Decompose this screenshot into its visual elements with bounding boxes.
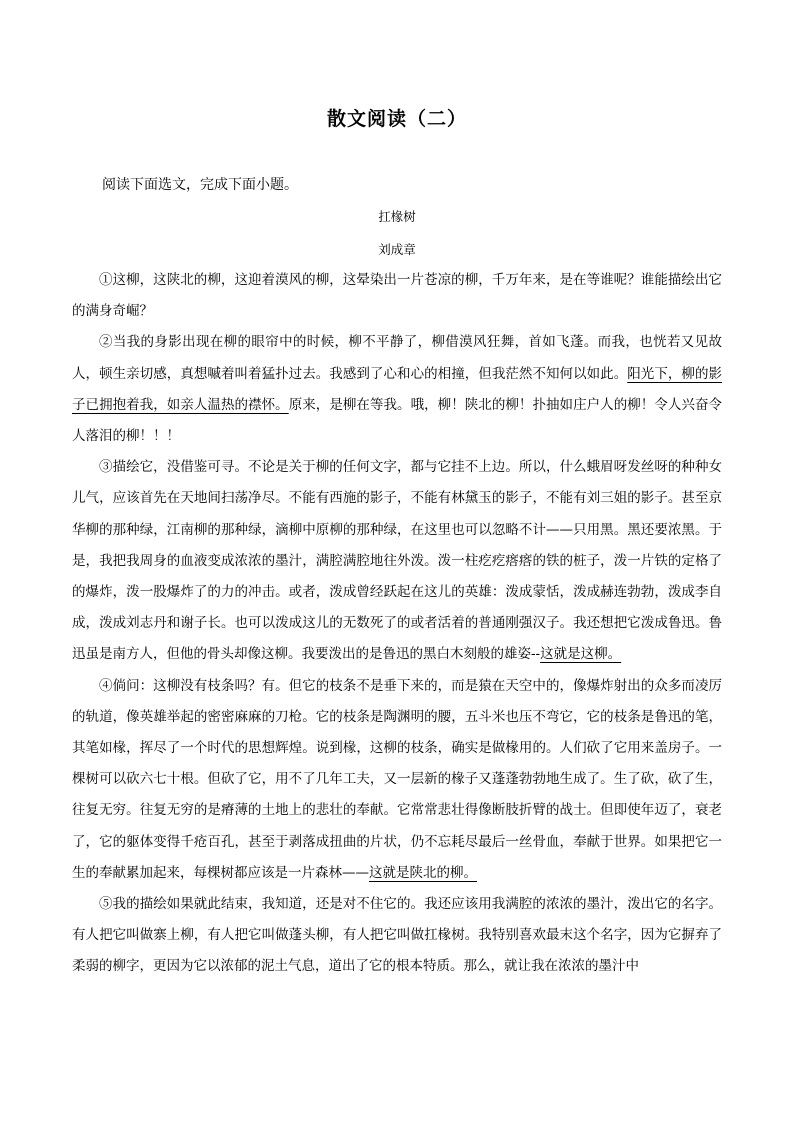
article-paragraph: [72, 265, 722, 327]
underlined-sentence: 这就是这柳。: [540, 646, 622, 663]
paragraph-text: ⑤我的描绘如果就此结束，我知道，还是对不住它的。我还应该用我满腔的浓浓的墨汁，泼出它的名字。有人把它叫做寨上柳，有人把它叫做蓬头柳，有人把它叫做扛椽树。我特别喜欢最末这个名字，因为它摒弃了柔弱的柳字，更因为它以浓郁的泥土气息，道出了它的根本特质。那么，就让我在浓浓的墨汁中: [72, 896, 722, 975]
article-paragraph: [72, 889, 722, 983]
article-paragraph: [72, 671, 722, 889]
underlined-sentence: 这就是陕北的柳。: [369, 864, 477, 881]
underlined-sentence: 阳光下，柳的影子已拥抱着我，如亲人温热的襟怀。: [72, 365, 723, 413]
article-paragraph: [72, 452, 722, 670]
article-paragraph: [72, 327, 722, 452]
paragraph-text: ②当我的身影出现在柳的眼帘中的时候，柳不平静了，柳借漠风狂舞，首如飞蓬。而我，也恍若又见故人，顿生亲切感，真想嘁着叫着猛扑过去。我感到了心和心的相撞，但我茫然不知何以如此。: [72, 334, 722, 382]
reading-instruction: 阅读下面选文，完成下面小题。: [102, 177, 298, 193]
article-body: [72, 265, 722, 983]
article-title: 扛椽树: [378, 209, 416, 224]
paragraph-text: ①这柳，这陕北的柳，这迎着漠风的柳，这晕染出一片苍凉的柳，千万年来，是在等谁呢？谁能描绘出它的满身奇崛？: [72, 272, 722, 320]
paragraph-text: ④倘问：这柳没有枝条吗？有。但它的枝条不是垂下来的，而是猿在天空中的，像爆炸射出的众多而凌厉的轨道，像英雄举起的密密麻麻的刀枪。它的枝条是陶渊明的腰，五斗米也压不弯它，它的枝条是鲁迅的笔，其笔如椽，挥尽了一个时代的思想辉煌。说到椽，这柳的枝条，确实是做椽用的。人们砍了它用来盖房子。一棵树可以砍六七十根。但砍了它，用不了几年工夫，又一层新的椽子又蓬蓬勃勃地生成了。生了砍，砍了生，往复无穷。往复无穷的是瘠薄的土地上的悲壮的奉献。它常常悲壮得像断肢折臂的战士。但即使年迈了，衰老了，它的躯体变得千疮百孔，甚至于剥落成扭曲的片状，仍不忘耗尽最后一丝骨血，奉献于世界。如果把它一生的奉献累加起来，每棵树都应该是一片森林——: [72, 677, 722, 881]
paragraph-text: ③描绘它，没借鉴可寻。不论是关于柳的任何文字，都与它挂不上边。所以，什么蛾眉呀发丝呀的种种女儿气，应该首先在天地间扫荡净尽。不能有西施的影子，不能有林黛玉的影子，不能有刘三姐的影子。甚至京华柳的那种绿，江南柳的那种绿，滴柳中原柳的那种绿，在这里也可以忽略不计——只用黑。黑还要浓黑。于是，我把我周身的血液变成浓浓的墨汁，满腔满腔地往外泼。泼一柱疙疙瘩瘩的铁的桩子，泼一片铁的定格了的爆炸，泼一股爆炸了的力的冲击。或者，泼成曾经跃起在这儿的英雄：泼成蒙恬，泼成赫连勃勃，泼成李自成，泼成刘志丹和谢子长。也可以泼成这儿的无数死了的或者活着的普通刚强汉子。我还想把它泼成鲁迅。鲁迅虽是南方人，但他的骨头却像这柳。我要泼出的是鲁迅的黑白木刻般的雄姿--: [72, 459, 722, 663]
article-author: 刘成章: [378, 242, 416, 257]
page-title: 散文阅读（二）: [326, 108, 467, 130]
paragraph-text: 原来，是柳在等我。哦，柳！陕北的柳！扑抽如庄户人的柳！令人兴奋令人落泪的柳！！！: [72, 396, 723, 445]
